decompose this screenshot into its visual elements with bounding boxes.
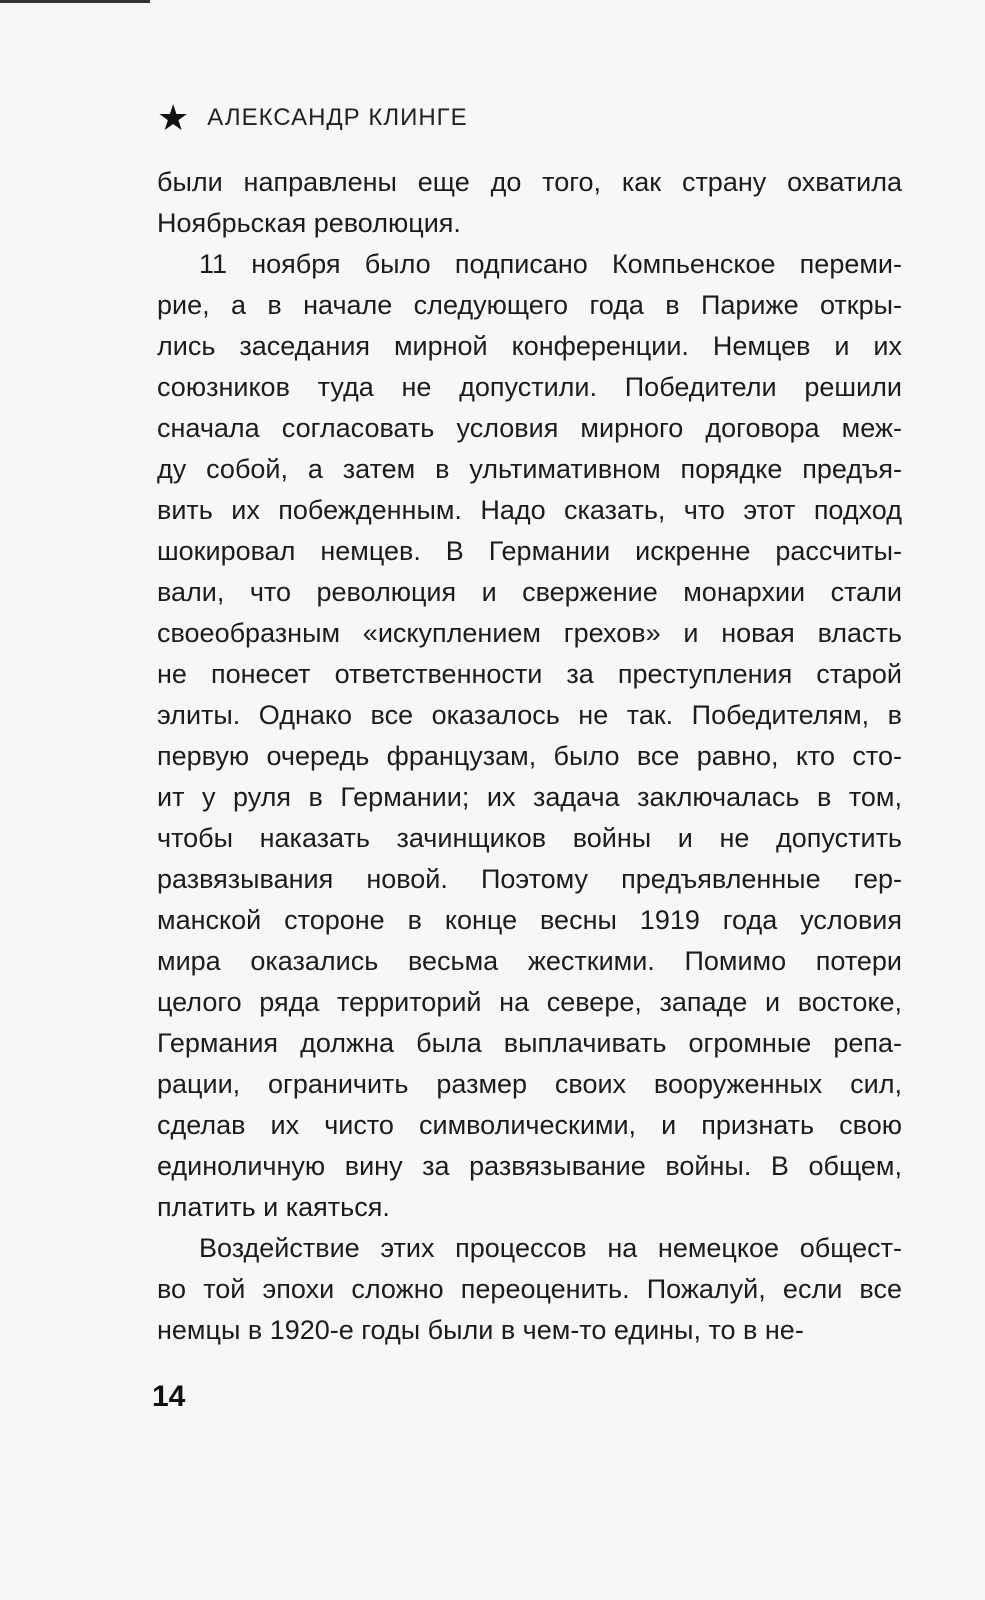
text-line: чтобы наказать зачинщиков войны и не допустить (157, 823, 902, 853)
body-text (157, 162, 902, 1351)
text-line: единоличную вину за развязывание войны. В общем, (157, 1151, 902, 1181)
text-line: были направлены еще до того, как страну охватила (157, 167, 902, 197)
text-line: вали, что революция и свержение монархии стали (157, 577, 902, 607)
text-line: сначала согласовать условия мирного договора меж- (157, 413, 902, 443)
text-line: 11 ноября было подписано Компьенское переми- (199, 249, 902, 279)
text-line: развязывания новой. Поэтому предъявленные гер- (157, 864, 902, 894)
text-line: манской стороне в конце весны 1919 года условия (157, 905, 902, 935)
text-line: шокировал немцев. В Германии искренне рассчиты- (157, 536, 902, 566)
text-line: союзников туда не допустили. Победители решили (157, 372, 902, 402)
author-name: АЛЕКСАНДР КЛИНГЕ (207, 104, 468, 131)
text-line: вить их побежденным. Надо сказать, что этот подход (157, 495, 902, 525)
running-header (157, 97, 468, 138)
text-line: сделав их чисто символическими, и признать свою (157, 1110, 902, 1140)
text-line: рации, ограничить размер своих вооруженных сил, (157, 1069, 902, 1099)
text-line: во той эпохи сложно переоценить. Пожалуй, если все (157, 1274, 902, 1304)
text-line: немцы в 1920-е годы были в чем-то едины, то в не- (157, 1315, 804, 1345)
text-line: мира оказались весьма жесткими. Помимо потери (157, 946, 902, 976)
paragraph (157, 244, 902, 1228)
text-line: платить и каяться. (157, 1192, 390, 1222)
text-line: элиты. Однако все оказалось не так. Победителям, в (157, 700, 902, 730)
paragraph (157, 162, 902, 244)
scan-edge-line (0, 0, 150, 3)
text-line: не понесет ответственности за преступления старой (157, 659, 902, 689)
paragraph (157, 1228, 902, 1351)
text-line: лись заседания мирной конференции. Немцев и их (157, 331, 902, 361)
text-line: Германия должна была выплачивать огромные репа- (157, 1028, 902, 1058)
text-line: ит у руля в Германии; их задача заключалась в том, (157, 782, 902, 812)
page-number: 14 (152, 1380, 186, 1413)
text-line: первую очередь французам, было все равно, кто сто- (157, 741, 902, 771)
text-line: ду собой, а затем в ультимативном порядке предъя- (157, 454, 902, 484)
star-icon: ★ (157, 97, 190, 138)
text-line: целого ряда территорий на севере, западе и востоке, (157, 987, 902, 1017)
text-line: рие, а в начале следующего года в Париже откры- (157, 290, 902, 320)
text-line: Воздействие этих процессов на немецкое общест- (199, 1233, 902, 1263)
text-line: своеобразным «искуплением грехов» и новая власть (157, 618, 902, 648)
text-line: Ноябрьская революция. (157, 208, 461, 238)
